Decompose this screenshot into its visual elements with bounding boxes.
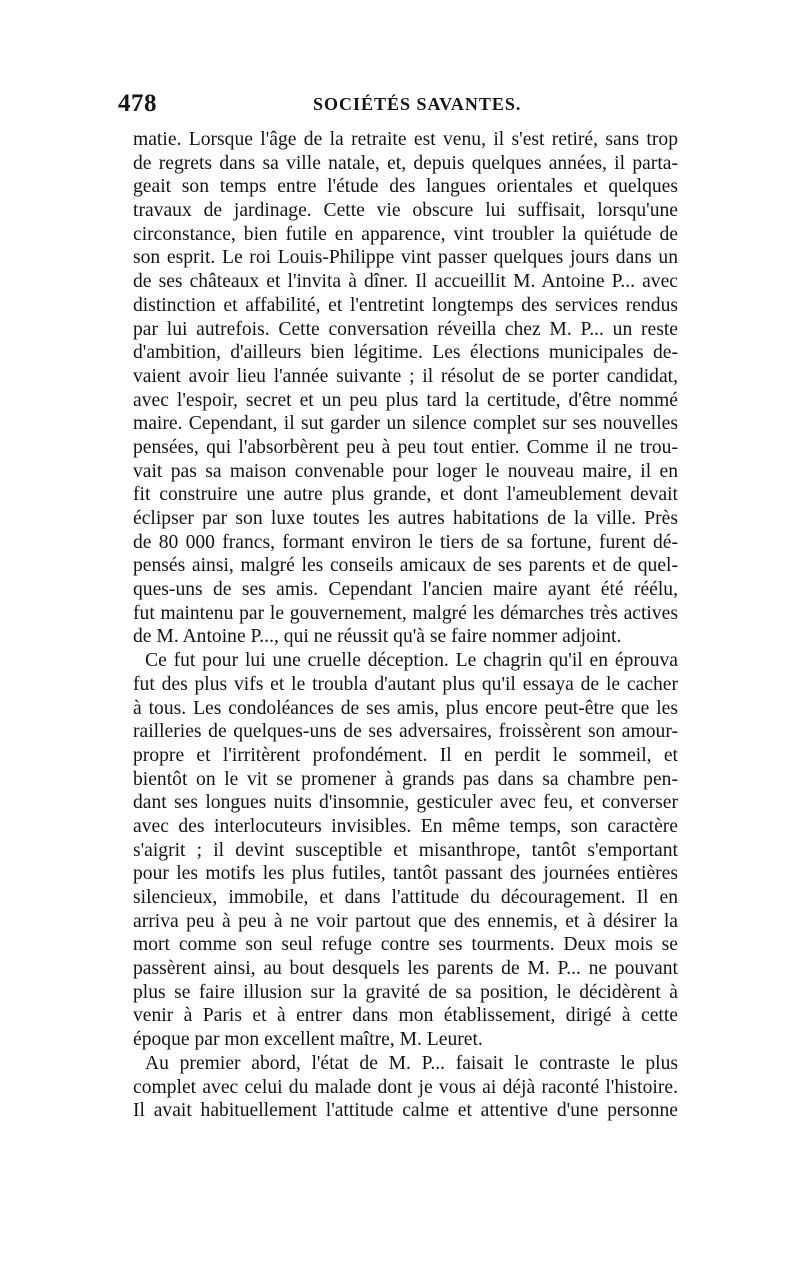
text-line: plus se faire illusion sur la gravité de sa position, le décidèrent à xyxy=(133,981,678,1003)
text-line: ques-uns de ses amis. Cependant l'ancien maire ayant été réélu, xyxy=(133,579,678,601)
text-line: circonstance, bien futile en apparence, vint troubler la quiétude de xyxy=(133,223,678,245)
text-line: Ce fut pour lui une cruelle déception. Le chagrin qu'il en éprouva xyxy=(145,650,678,672)
text-line: de 80 000 francs, formant environ le tiers de sa fortune, furent dé- xyxy=(133,531,678,553)
text-line: geait son temps entre l'étude des langues orientales et quelques xyxy=(133,176,678,198)
text-line: éclipser par son luxe toutes les autres habitations de la ville. Près xyxy=(133,508,678,529)
text-line: passèrent ainsi, au bout desquels les parents de M. P... ne pouvant xyxy=(133,958,678,980)
text-line: venir à Paris et à entrer dans mon établissement, dirigé à cette xyxy=(133,1005,678,1027)
text-line: bientôt on le vit se promener à grands pas dans sa chambre pen- xyxy=(133,768,678,790)
text-line: pensés ainsi, malgré les conseils amicaux de ses parents et de quel- xyxy=(133,555,678,577)
text-line: fut maintenu par le gouvernement, malgré les démarches très actives xyxy=(133,602,678,624)
running-head xyxy=(118,90,688,120)
text-line: vait pas sa maison convenable pour loger le nouveau maire, il en xyxy=(133,460,678,482)
text-line: maire. Cependant, il sut garder un silence complet sur ses nouvelles xyxy=(133,413,678,435)
text-line: de M. Antoine P..., qui ne réussit qu'à se faire nommer adjoint. xyxy=(133,626,622,648)
text-line: complet avec celui du malade dont je vous ai déjà raconté l'histoire. xyxy=(133,1076,678,1098)
text-line: distinction et affabilité, et l'entretint longtemps des services rendus xyxy=(133,294,678,316)
text-line: époque par mon excellent maître, M. Leuret. xyxy=(133,1029,483,1051)
text-line: matie. Lorsque l'âge de la retraite est venu, il s'est retiré, sans trop xyxy=(133,129,678,150)
text-line: arriva peu à peu à ne voir partout que des ennemis, et à désirer la xyxy=(133,910,678,932)
text-line: vaient avoir lieu l'année suivante ; il résolut de se porter candidat, xyxy=(133,365,678,387)
text-line: pensées, qui l'absorbèrent peu à peu tout entier. Comme il ne trou- xyxy=(133,436,678,458)
text-line: de regrets dans sa ville natale, et, depuis quelques années, il parta- xyxy=(133,152,678,174)
text-line: travaux de jardinage. Cette vie obscure lui suffisait, lorsqu'une xyxy=(133,200,678,222)
text-line: Au premier abord, l'état de M. P... faisait le contraste le plus xyxy=(145,1052,678,1074)
text-line: fut des plus vifs et le troubla d'autant plus qu'il essaya de le cacher xyxy=(133,673,678,695)
text-line: son esprit. Le roi Louis-Philippe vint passer quelques jours dans un xyxy=(133,247,678,269)
text-line: avec des interlocuteurs invisibles. En même temps, son caractère xyxy=(133,815,678,837)
running-title: SOCIÉTÉS SAVANTES. xyxy=(313,94,522,114)
text-line: s'aigrit ; il devint susceptible et misanthrope, tantôt s'emportant xyxy=(133,839,678,861)
page-number: 478 xyxy=(118,90,157,117)
text-line: Il avait habituellement l'attitude calme et attentive d'une personne xyxy=(133,1100,678,1122)
text-line: railleries de quelques-uns de ses adversaires, froissèrent son amour- xyxy=(133,721,678,743)
text-line: de ses châteaux et l'invita à dîner. Il accueillit M. Antoine P... avec xyxy=(133,271,678,293)
text-line: pour les motifs les plus futiles, tantôt passant des journées entières xyxy=(133,863,678,885)
text-line: silencieux, immobile, et dans l'attitude du découragement. Il en xyxy=(133,887,678,908)
text-line: dant ses longues nuits d'insomnie, gesticuler avec feu, et converser xyxy=(133,792,678,814)
text-line: par lui autrefois. Cette conversation réveilla chez M. P... un reste xyxy=(133,318,678,340)
body-text xyxy=(133,128,678,1123)
text-line: à tous. Les condoléances de ses amis, plus encore peut-être que les xyxy=(133,697,678,719)
text-line: fit construire une autre plus grande, et dont l'ameublement devait xyxy=(133,484,678,506)
text-line: mort comme son seul refuge contre ses tourments. Deux mois se xyxy=(133,934,678,956)
text-line: d'ambition, d'ailleurs bien légitime. Les élections municipales de- xyxy=(133,342,678,364)
text-line: avec l'espoir, secret et un peu plus tard la certitude, d'être nommé xyxy=(133,389,678,411)
text-line: propre et l'irritèrent profondément. Il en perdit le sommeil, et xyxy=(133,744,678,766)
